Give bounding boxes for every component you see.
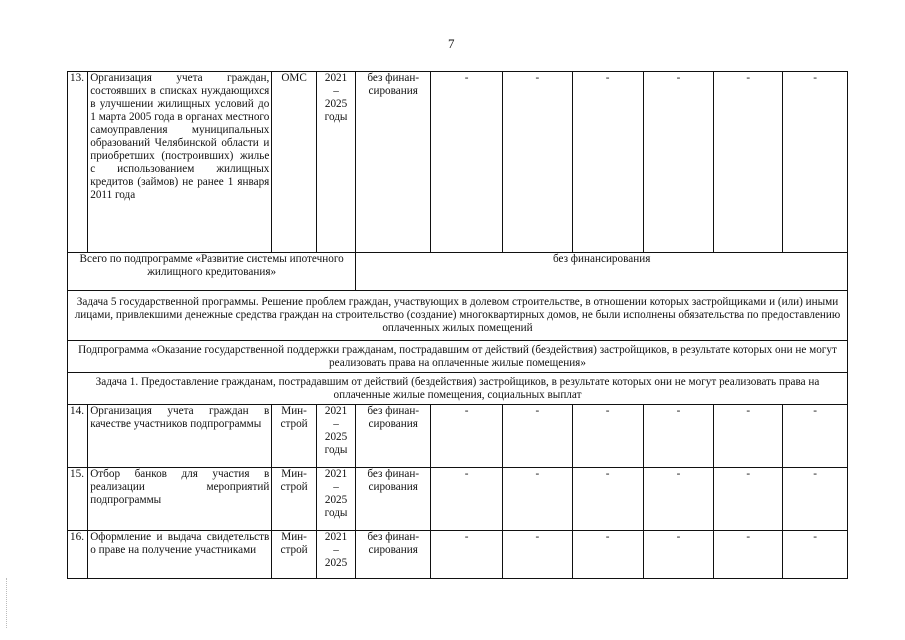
row-number: 15. [68,468,88,531]
table-row [68,405,848,468]
measure-name: Организация учета граждан в качестве участников подпрограммы [88,405,272,468]
value-cell: - [643,468,714,531]
value-cell: - [643,405,714,468]
value-cell: - [431,405,503,468]
row-number: 16. [68,531,88,579]
value-cell: - [502,72,572,253]
total-value: без финансирования [356,253,848,291]
table-row [68,531,848,579]
value-cell: - [502,531,572,579]
scan-margin-mark [6,578,8,628]
section-header-row [68,341,848,373]
value-cell: - [431,468,503,531]
value-cell: - [502,405,572,468]
value-cell: - [783,72,848,253]
task-1-heading: Задача 1. Предоставление гражданам, пострадавшим от действий (бездействия) застройщиков, в результате которых они не могут реализовать права на оплаченные жилые помещения, социальных выплат [68,373,848,405]
subprogram-heading: Подпрограмма «Оказание государственной поддержки гражданам, пострадавшим от действий (бездействия) застройщиков, в результате которых они не могут реализовать права на оплаченные жилые помещения» [68,341,848,373]
row-number: 14. [68,405,88,468]
period: 2021 – 2025 годы [316,468,355,531]
executor: ОМС [272,72,317,253]
value-cell: - [431,531,503,579]
table-row [68,72,848,253]
period: 2021 – 2025 [316,531,355,579]
section-header-row [68,373,848,405]
funding-source: без финан- сирования [356,72,431,253]
total-label: Всего по подпрограмме «Развитие системы ипотечного жилищного кредитования» [68,253,356,291]
program-measures-table [67,71,848,579]
value-cell: - [783,531,848,579]
value-cell: - [572,72,643,253]
value-cell: - [783,405,848,468]
value-cell: - [643,531,714,579]
funding-source: без финан- сирования [356,468,431,531]
funding-source: без финан- сирования [356,405,431,468]
executor: Мин- строй [272,468,317,531]
value-cell: - [572,531,643,579]
page-number: 7 [448,36,455,51]
funding-source: без финан- сирования [356,531,431,579]
measure-name: Организация учета граждан, состоявших в списках нуждающихся в улучшении жилищных условий до 1 марта 2005 года в органах местного самоуправления муниципальных образований Челябинской области и приобретших (построивших) жилье с использованием жилищных кредитов (займов) не ранее 1 января 2011 года [88,72,272,253]
value-cell: - [502,468,572,531]
executor: Мин- строй [272,531,317,579]
total-row [68,253,848,291]
value-cell: - [783,468,848,531]
measure-name: Отбор банков для участия в реализации мероприятий подпрограммы [88,468,272,531]
period: 2021 – 2025 годы [316,72,355,253]
section-header-row [68,291,848,341]
value-cell: - [714,468,783,531]
value-cell: - [572,468,643,531]
measure-name: Оформление и выдача свидетельств о праве на получение участниками [88,531,272,579]
value-cell: - [431,72,503,253]
value-cell: - [714,531,783,579]
executor: Мин- строй [272,405,317,468]
task-5-heading: Задача 5 государственной программы. Решение проблем граждан, участвующих в долевом строительстве, в отношении которых застройщиками и (или) иными лицами, привлекшими денежные средства граждан на строительство (создание) многоквартирных домов, не были исполнены обязательства по предоставлению оплаченных жилых помещений [68,291,848,341]
table-row [68,468,848,531]
value-cell: - [714,72,783,253]
period: 2021 – 2025 годы [316,405,355,468]
row-number: 13. [68,72,88,253]
value-cell: - [714,405,783,468]
value-cell: - [643,72,714,253]
value-cell: - [572,405,643,468]
